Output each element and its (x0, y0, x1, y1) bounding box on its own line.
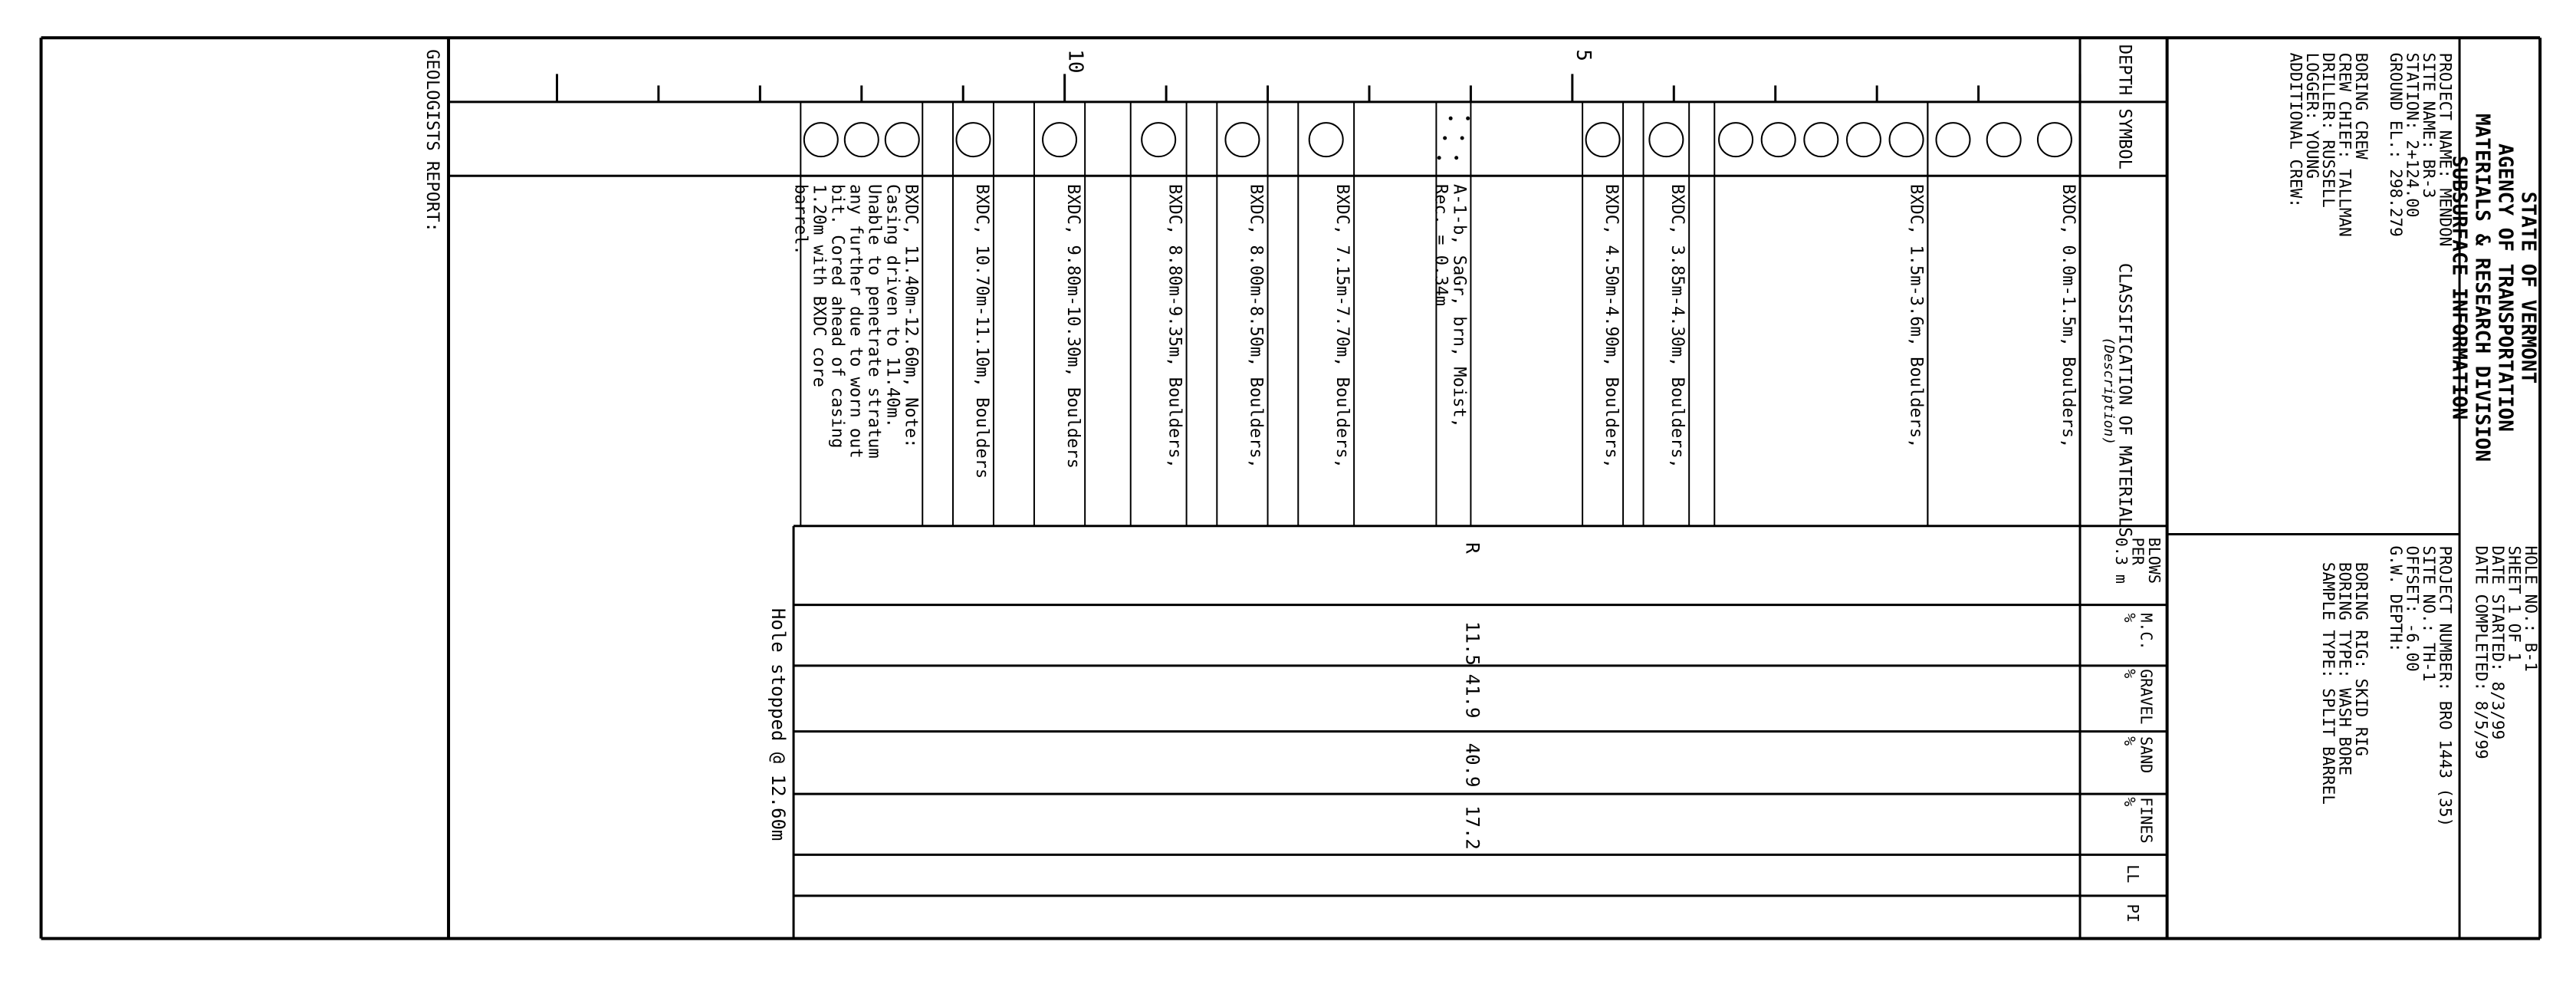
boulder-symbol (1987, 123, 2021, 156)
col-depth: DEPTH (2114, 44, 2134, 96)
col-gravel: GRAVEL (2137, 669, 2156, 725)
layer-description: barrel. (790, 184, 810, 255)
col-ll: LL (2124, 864, 2143, 884)
layer-description: BXDC, 7.15m-7.70m, Boulders, (1332, 184, 1352, 469)
boulder-symbol (886, 123, 919, 156)
layer-description: 1.20m with BXDC core (809, 184, 829, 387)
boulder-symbol (1309, 123, 1343, 156)
boulder-symbol (956, 123, 990, 156)
layer-description: BXDC, 9.80m-10.30m, Boulders (1063, 184, 1083, 469)
sample-fines: 17.2 (1461, 805, 1484, 850)
header-field: GROUND EL.: 298.279 (2387, 52, 2406, 237)
layer-description: A-1-b, SaGr, brn, Moist, (1449, 184, 1469, 428)
header-field: STATION: 2+124.00 (2403, 52, 2422, 218)
depth-label: 10 (1063, 49, 1087, 74)
layer-description: any further due to worn out (846, 184, 866, 459)
crew-field: ADDITIONAL CREW: (2286, 52, 2305, 208)
layer-description: BXDC, 8.80m-9.35m, Boulders, (1165, 184, 1184, 469)
depth-label: 5 (1571, 49, 1595, 61)
header-field: DATE COMPLETED: 8/5/99 (2472, 545, 2491, 759)
col-gravel: % (2120, 669, 2139, 679)
col-fines: % (2120, 797, 2139, 807)
agency-title-line: AGENCY OF TRANSPORTATION (2493, 143, 2517, 432)
header-field: SHEET 1 OF 1 (2505, 545, 2524, 663)
agency-title-line: MATERIALS & RESEARCH DIVISION (2470, 114, 2494, 463)
boulder-symbol (1936, 123, 1970, 156)
layer-description: BXDC, 1.5m-3.6m, Boulders, (1906, 184, 1926, 449)
col-pi: PI (2124, 904, 2143, 923)
header-field: DATE STARTED: 8/3/99 (2488, 545, 2507, 740)
col-fines: FINES (2137, 797, 2156, 844)
boulder-symbol (1142, 123, 1175, 156)
header-field: SITE NO.: TH-1 (2419, 545, 2438, 682)
rig-field: BORING RIG: SKID RIG (2352, 561, 2371, 756)
gravel-symbol (1438, 156, 1441, 160)
col-sand: % (2120, 736, 2139, 746)
boulder-symbol (1847, 123, 1881, 156)
layer-description: BXDC, 3.85m-4.30m, Boulders, (1668, 184, 1687, 469)
boulder-symbol (1043, 123, 1076, 156)
col-mc: % (2120, 613, 2139, 623)
header-field: PROJECT NUMBER: BRO 1443 (35) (2436, 545, 2455, 828)
boulder-symbol (1890, 123, 1924, 156)
col-classification: CLASSIFICATION OF MATERIALS (2114, 262, 2134, 538)
crew-field: DRILLER: RUSSELL (2319, 52, 2338, 208)
layer-description: Unable to penetrate stratum (864, 184, 884, 459)
header-field: HOLE NO.: B-1 (2521, 545, 2540, 672)
boulder-symbol (1762, 123, 1796, 156)
layer-description: BXDC, 8.00m-8.50m, Boulders, (1246, 184, 1266, 469)
gravel-symbol (1454, 156, 1458, 160)
header-field: OFFSET: -6.00 (2403, 545, 2422, 672)
agency-title-line: STATE OF VERMONT (2516, 191, 2540, 384)
boulder-symbol (1586, 123, 1620, 156)
col-sand: SAND (2137, 736, 2156, 774)
boulder-symbol (2038, 123, 2072, 156)
col-symbol: SYMBOL (2114, 108, 2134, 170)
layer-description: BXDC, 11.40m-12.60m, Note: (901, 184, 921, 449)
agency-title-line: SUBSURFACE INFORMATION (2447, 155, 2471, 420)
sample-blows: R (1461, 542, 1484, 554)
sample-mc: 11.5 (1461, 621, 1484, 666)
col-description: (Description) (2101, 337, 2118, 446)
crew-field: LOGGER: YOUNG (2302, 52, 2321, 179)
layer-description: bit. Cored ahead of casing (827, 184, 847, 449)
boulder-symbol (1719, 123, 1753, 156)
boulder-symbol (845, 123, 879, 156)
header-field: PROJECT NAME: MENDON (2436, 52, 2455, 247)
rig-field: SAMPLE TYPE: SPLIT BARREL (2319, 561, 2338, 805)
layer-description: BXDC, 4.50m-4.90m, Boulders, (1602, 184, 1622, 469)
layer-description: Casing driven to 11.40m. (882, 184, 902, 428)
boulder-symbol (1649, 123, 1683, 156)
geologists-report-label: GEOLOGISTS REPORT: (422, 49, 442, 232)
header-field: SITE NAME: BR-3 (2419, 52, 2438, 199)
col-mc: M.C. (2137, 613, 2156, 650)
gravel-symbol (1466, 117, 1470, 120)
crew-field: CREW CHIEF: TALLMAN (2335, 52, 2354, 237)
col-blows: 0.3 m (2112, 537, 2131, 584)
gravel-symbol (1449, 117, 1453, 120)
gravel-symbol (1443, 137, 1447, 140)
sample-gravel: 41.9 (1461, 673, 1484, 719)
gravel-symbol (1460, 137, 1464, 140)
boulder-symbol (1225, 123, 1259, 156)
header-field: G.W. DEPTH: (2387, 545, 2406, 653)
layer-description: BXDC, 10.70m-11.10m, Boulders (971, 184, 991, 479)
col-blows: PER (2128, 537, 2147, 565)
boulder-symbol (804, 123, 838, 156)
col-blows: BLOWS (2145, 537, 2164, 584)
layer-description: BXDC, 0.0m-1.5m, Boulders, (2058, 184, 2078, 449)
layer-description: Rec. = 0.34m (1431, 184, 1451, 306)
rig-field: BORING TYPE: WASH BORE (2335, 561, 2354, 776)
hole-stopped: Hole stopped @ 12.60m (767, 607, 790, 841)
boulder-symbol (1804, 123, 1838, 156)
sample-sand: 40.9 (1461, 742, 1484, 788)
crew-field: BORING CREW (2352, 52, 2371, 160)
